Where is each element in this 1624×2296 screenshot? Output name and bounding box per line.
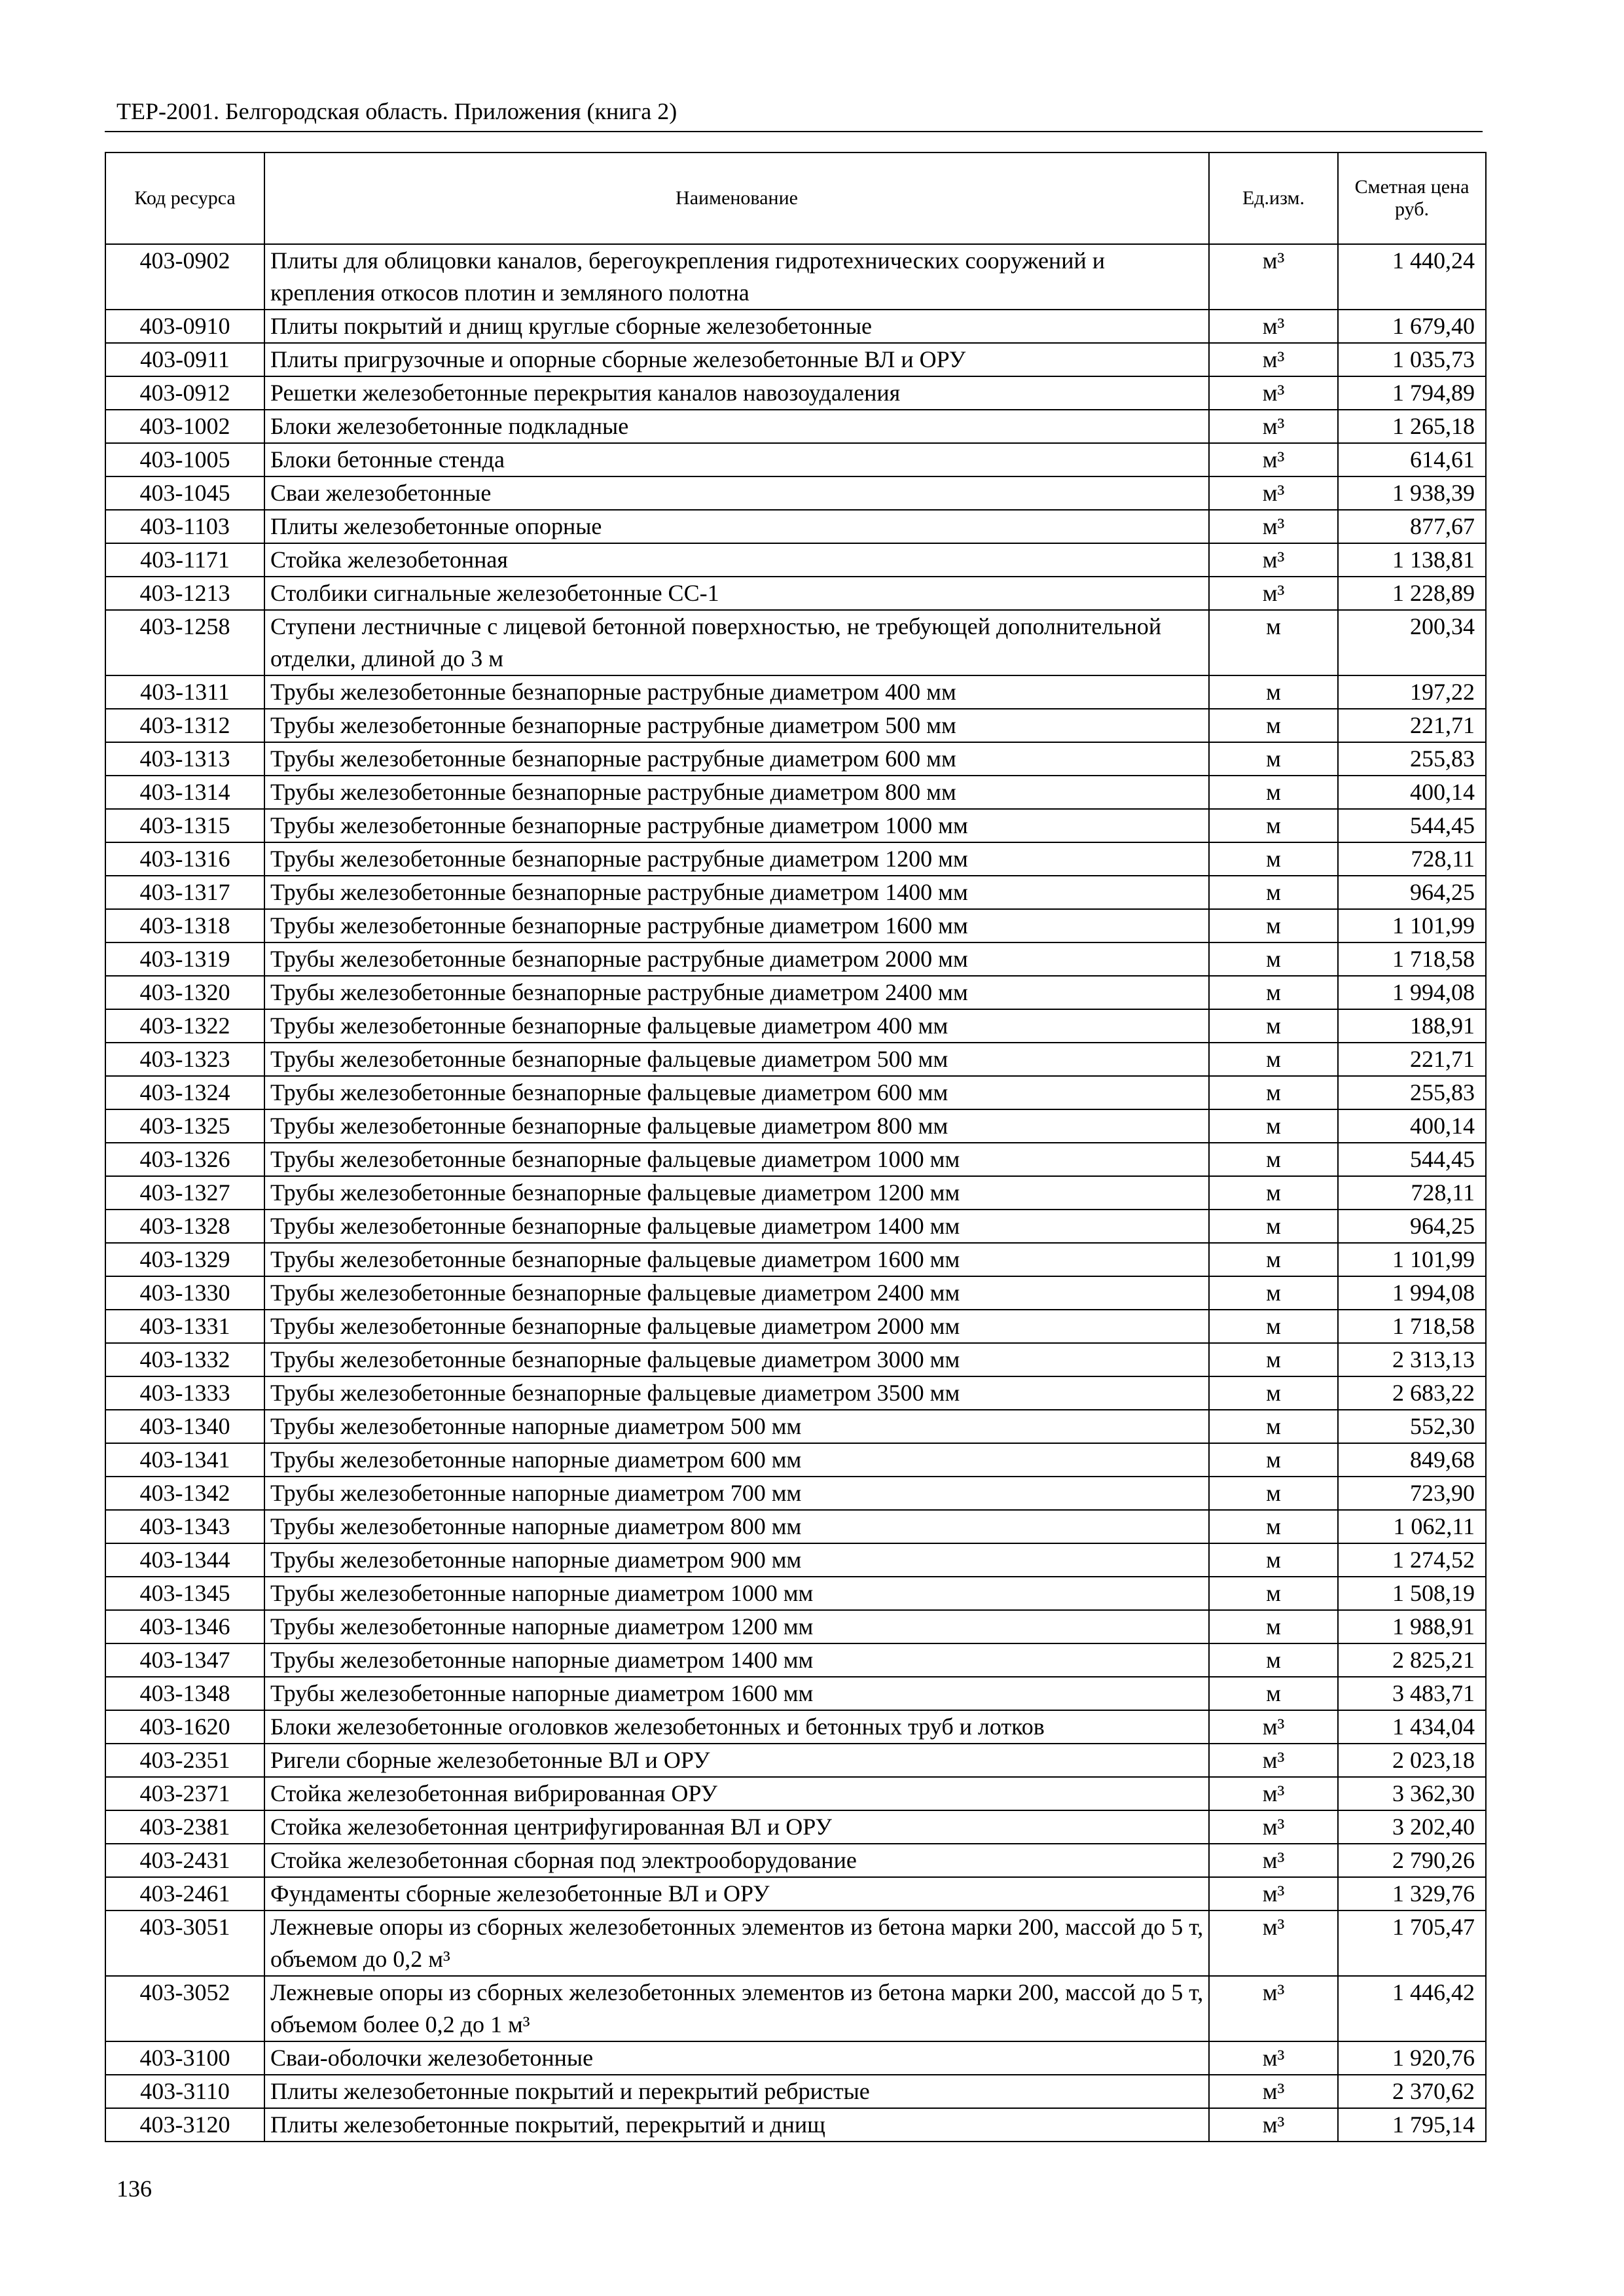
- cell-name: Ступени лестничные с лицевой бетонной поверхностью, не требующей дополнительной отделки, длиной до 3 м: [264, 610, 1209, 675]
- table-row: [105, 2041, 1486, 2075]
- header-divider: [105, 131, 1483, 132]
- cell-code: 403-1348: [105, 1677, 264, 1710]
- cell-name: Трубы железобетонные напорные диаметром 800 мм: [264, 1510, 1209, 1543]
- cell-price: 728,11: [1338, 1176, 1486, 1210]
- table-row: [105, 244, 1486, 310]
- cell-code: 403-0911: [105, 343, 264, 376]
- cell-unit: м³: [1209, 510, 1338, 543]
- cell-code: 403-1005: [105, 443, 264, 476]
- cell-unit: м: [1209, 1143, 1338, 1176]
- cell-code: 403-0910: [105, 310, 264, 343]
- cell-name: Ригели сборные железобетонные ВЛ и ОРУ: [264, 1744, 1209, 1777]
- cell-price: 221,71: [1338, 709, 1486, 742]
- table-row: [105, 1443, 1486, 1477]
- cell-unit: м: [1209, 709, 1338, 742]
- table-row: [105, 510, 1486, 543]
- cell-code: 403-2371: [105, 1777, 264, 1810]
- table-body: [105, 244, 1486, 2142]
- page-header-title: ТЕР-2001. Белгородская область. Приложения (книга 2): [117, 98, 677, 124]
- cell-name: Трубы железобетонные напорные диаметром 700 мм: [264, 1477, 1209, 1510]
- cell-name: Блоки бетонные стенда: [264, 443, 1209, 476]
- cell-code: 403-2381: [105, 1810, 264, 1844]
- cell-unit: м: [1209, 742, 1338, 776]
- cell-unit: м³: [1209, 410, 1338, 443]
- table-row: [105, 1009, 1486, 1043]
- table-row: [105, 1877, 1486, 1910]
- cell-name: Трубы железобетонные безнапорные фальцевые диаметром 800 мм: [264, 1109, 1209, 1143]
- cell-price: 1 228,89: [1338, 577, 1486, 610]
- cell-code: 403-3051: [105, 1910, 264, 1976]
- cell-code: 403-1330: [105, 1276, 264, 1310]
- table-row: [105, 1643, 1486, 1677]
- table-row: [105, 310, 1486, 343]
- table-row: [105, 876, 1486, 909]
- cell-unit: м³: [1209, 343, 1338, 376]
- table-row: [105, 543, 1486, 577]
- cell-name: Трубы железобетонные безнапорные раструбные диаметром 2400 мм: [264, 976, 1209, 1009]
- cell-price: 400,14: [1338, 776, 1486, 809]
- table-row: [105, 1109, 1486, 1143]
- cell-price: 1 440,24: [1338, 244, 1486, 310]
- cell-code: 403-1346: [105, 1610, 264, 1643]
- cell-name: Блоки железобетонные подкладные: [264, 410, 1209, 443]
- cell-price: 255,83: [1338, 1076, 1486, 1109]
- cell-code: 403-0902: [105, 244, 264, 310]
- cell-code: 403-1328: [105, 1210, 264, 1243]
- table-row: [105, 2108, 1486, 2142]
- cell-name: Трубы железобетонные безнапорные фальцевые диаметром 1400 мм: [264, 1210, 1209, 1243]
- cell-unit: м: [1209, 776, 1338, 809]
- cell-price: 1 101,99: [1338, 1243, 1486, 1276]
- table-row: [105, 376, 1486, 410]
- table-row: [105, 776, 1486, 809]
- cell-price: 1 274,52: [1338, 1543, 1486, 1577]
- cell-price: 1 920,76: [1338, 2041, 1486, 2075]
- cell-price: 1 138,81: [1338, 543, 1486, 577]
- cell-unit: м: [1209, 1477, 1338, 1510]
- cell-code: 403-1327: [105, 1176, 264, 1210]
- cell-price: 221,71: [1338, 1043, 1486, 1076]
- table-row: [105, 577, 1486, 610]
- cell-code: 403-1325: [105, 1109, 264, 1143]
- cell-name: Стойка железобетонная сборная под электрооборудование: [264, 1844, 1209, 1877]
- cell-price: 2 370,62: [1338, 2075, 1486, 2108]
- cell-name: Трубы железобетонные напорные диаметром 600 мм: [264, 1443, 1209, 1477]
- cell-unit: м³: [1209, 2108, 1338, 2142]
- cell-code: 403-1329: [105, 1243, 264, 1276]
- cell-price: 728,11: [1338, 842, 1486, 876]
- cell-name: Трубы железобетонные безнапорные фальцевые диаметром 1600 мм: [264, 1243, 1209, 1276]
- cell-name: Сваи-оболочки железобетонные: [264, 2041, 1209, 2075]
- cell-unit: м: [1209, 1310, 1338, 1343]
- cell-name: Трубы железобетонные безнапорные фальцевые диаметром 500 мм: [264, 1043, 1209, 1076]
- table-row: [105, 1343, 1486, 1376]
- cell-name: Плиты железобетонные покрытий и перекрытий ребристые: [264, 2075, 1209, 2108]
- cell-unit: м³: [1209, 1744, 1338, 1777]
- cell-price: 964,25: [1338, 876, 1486, 909]
- cell-name: Трубы железобетонные безнапорные раструбные диаметром 800 мм: [264, 776, 1209, 809]
- cell-price: 1 938,39: [1338, 476, 1486, 510]
- table-row: [105, 1176, 1486, 1210]
- cell-price: 188,91: [1338, 1009, 1486, 1043]
- cell-price: 400,14: [1338, 1109, 1486, 1143]
- cell-price: 614,61: [1338, 443, 1486, 476]
- table-row: [105, 1410, 1486, 1443]
- table-row: [105, 1777, 1486, 1810]
- cell-unit: м³: [1209, 244, 1338, 310]
- cell-unit: м³: [1209, 2075, 1338, 2108]
- cell-unit: м: [1209, 1343, 1338, 1376]
- cell-price: 2 313,13: [1338, 1343, 1486, 1376]
- cell-price: 1 434,04: [1338, 1710, 1486, 1744]
- cell-name: Плиты пригрузочные и опорные сборные железобетонные ВЛ и ОРУ: [264, 343, 1209, 376]
- cell-name: Трубы железобетонные безнапорные фальцевые диаметром 1000 мм: [264, 1143, 1209, 1176]
- cell-price: 849,68: [1338, 1443, 1486, 1477]
- table-row: [105, 1610, 1486, 1643]
- cell-unit: м: [1209, 675, 1338, 709]
- cell-price: 3 483,71: [1338, 1677, 1486, 1710]
- cell-name: Трубы железобетонные безнапорные фальцевые диаметром 3500 мм: [264, 1376, 1209, 1410]
- cell-unit: м: [1209, 1176, 1338, 1210]
- table-row: [105, 1710, 1486, 1744]
- cell-name: Трубы железобетонные безнапорные фальцевые диаметром 1200 мм: [264, 1176, 1209, 1210]
- cell-price: 1 795,14: [1338, 2108, 1486, 2142]
- cell-price: 877,67: [1338, 510, 1486, 543]
- cell-code: 403-1342: [105, 1477, 264, 1510]
- table-row: [105, 742, 1486, 776]
- cell-name: Стойка железобетонная вибрированная ОРУ: [264, 1777, 1209, 1810]
- cell-unit: м: [1209, 1276, 1338, 1310]
- table-row: [105, 1510, 1486, 1543]
- cell-unit: м³: [1209, 543, 1338, 577]
- cell-name: Трубы железобетонные безнапорные фальцевые диаметром 3000 мм: [264, 1343, 1209, 1376]
- table-header-row: [105, 152, 1486, 244]
- table-row: [105, 1810, 1486, 1844]
- cell-name: Трубы железобетонные безнапорные раструбные диаметром 400 мм: [264, 675, 1209, 709]
- cell-price: 1 679,40: [1338, 310, 1486, 343]
- cell-code: 403-1313: [105, 742, 264, 776]
- cell-price: 2 790,26: [1338, 1844, 1486, 1877]
- cell-name: Трубы железобетонные напорные диаметром 500 мм: [264, 1410, 1209, 1443]
- cell-price: 1 994,08: [1338, 1276, 1486, 1310]
- cell-name: Трубы железобетонные напорные диаметром 1400 мм: [264, 1643, 1209, 1677]
- cell-name: Трубы железобетонные безнапорные раструбные диаметром 1200 мм: [264, 842, 1209, 876]
- cell-name: Трубы железобетонные безнапорные фальцевые диаметром 600 мм: [264, 1076, 1209, 1109]
- cell-name: Трубы железобетонные напорные диаметром 1200 мм: [264, 1610, 1209, 1643]
- cell-code: 403-1331: [105, 1310, 264, 1343]
- cell-unit: м: [1209, 610, 1338, 675]
- cell-unit: м: [1209, 976, 1338, 1009]
- cell-code: 403-1344: [105, 1543, 264, 1577]
- cell-code: 403-1258: [105, 610, 264, 675]
- table-row: [105, 709, 1486, 742]
- cell-name: Блоки железобетонные оголовков железобетонных и бетонных труб и лотков: [264, 1710, 1209, 1744]
- cell-unit: м³: [1209, 1810, 1338, 1844]
- cell-unit: м: [1209, 876, 1338, 909]
- cell-name: Трубы железобетонные напорные диаметром 1000 мм: [264, 1577, 1209, 1610]
- cell-name: Сваи железобетонные: [264, 476, 1209, 510]
- cell-unit: м: [1209, 942, 1338, 976]
- table-row: [105, 1577, 1486, 1610]
- cell-price: 200,34: [1338, 610, 1486, 675]
- cell-price: 3 362,30: [1338, 1777, 1486, 1810]
- cell-price: 1 329,76: [1338, 1877, 1486, 1910]
- cell-name: Плиты железобетонные опорные: [264, 510, 1209, 543]
- cell-unit: м: [1209, 1543, 1338, 1577]
- cell-code: 403-1103: [105, 510, 264, 543]
- cell-name: Фундаменты сборные железобетонные ВЛ и ОРУ: [264, 1877, 1209, 1910]
- cell-code: 403-3052: [105, 1976, 264, 2041]
- cell-code: 403-1311: [105, 675, 264, 709]
- table-row: [105, 1276, 1486, 1310]
- cell-name: Трубы железобетонные безнапорные раструбные диаметром 1400 мм: [264, 876, 1209, 909]
- cell-name: Трубы железобетонные безнапорные раструбные диаметром 1000 мм: [264, 809, 1209, 842]
- cell-price: 1 988,91: [1338, 1610, 1486, 1643]
- cell-code: 403-1323: [105, 1043, 264, 1076]
- cell-unit: м³: [1209, 1877, 1338, 1910]
- cell-code: 403-1002: [105, 410, 264, 443]
- cell-name: Стойка железобетонная: [264, 543, 1209, 577]
- cell-price: 1 718,58: [1338, 1310, 1486, 1343]
- table-row: [105, 1310, 1486, 1343]
- cell-unit: м: [1209, 1443, 1338, 1477]
- cell-price: 1 994,08: [1338, 976, 1486, 1009]
- cell-unit: м: [1209, 1677, 1338, 1710]
- cell-price: 1 101,99: [1338, 909, 1486, 942]
- cell-unit: м³: [1209, 1710, 1338, 1744]
- cell-code: 403-1171: [105, 543, 264, 577]
- cell-price: 1 508,19: [1338, 1577, 1486, 1610]
- cell-price: 1 718,58: [1338, 942, 1486, 976]
- cell-name: Плиты для облицовки каналов, берегоукрепления гидротехнических сооружений и крепления откосов плотин и земляного полотна: [264, 244, 1209, 310]
- table-row: [105, 842, 1486, 876]
- table-row: [105, 410, 1486, 443]
- cell-code: 403-1343: [105, 1510, 264, 1543]
- cell-name: Трубы железобетонные безнапорные фальцевые диаметром 2400 мм: [264, 1276, 1209, 1310]
- table-row: [105, 942, 1486, 976]
- cell-price: 3 202,40: [1338, 1810, 1486, 1844]
- cell-code: 403-1347: [105, 1643, 264, 1677]
- cell-price: 1 794,89: [1338, 376, 1486, 410]
- table-row: [105, 976, 1486, 1009]
- cell-price: 552,30: [1338, 1410, 1486, 1443]
- cell-name: Трубы железобетонные безнапорные фальцевые диаметром 400 мм: [264, 1009, 1209, 1043]
- cell-unit: м³: [1209, 443, 1338, 476]
- cell-unit: м³: [1209, 476, 1338, 510]
- table-row: [105, 1543, 1486, 1577]
- cell-unit: м: [1209, 1610, 1338, 1643]
- cell-name: Стойка железобетонная центрифугированная ВЛ и ОРУ: [264, 1810, 1209, 1844]
- column-header-price: Сметная цена руб.: [1338, 152, 1486, 244]
- cell-price: 964,25: [1338, 1210, 1486, 1243]
- table-row: [105, 1243, 1486, 1276]
- cell-unit: м: [1209, 842, 1338, 876]
- cell-name: Трубы железобетонные напорные диаметром 1600 мм: [264, 1677, 1209, 1710]
- cell-code: 403-1340: [105, 1410, 264, 1443]
- cell-price: 2 683,22: [1338, 1376, 1486, 1410]
- table-row: [105, 1076, 1486, 1109]
- cell-unit: м: [1209, 1043, 1338, 1076]
- cell-unit: м: [1209, 1009, 1338, 1043]
- cell-unit: м: [1209, 1376, 1338, 1410]
- cell-code: 403-3110: [105, 2075, 264, 2108]
- column-header-unit: Ед.изм.: [1209, 152, 1338, 244]
- cell-price: 1 035,73: [1338, 343, 1486, 376]
- column-header-code: Код ресурса: [105, 152, 264, 244]
- table-row: [105, 343, 1486, 376]
- cell-code: 403-1319: [105, 942, 264, 976]
- cell-price: 723,90: [1338, 1477, 1486, 1510]
- table-row: [105, 2075, 1486, 2108]
- cell-unit: м³: [1209, 1910, 1338, 1976]
- cell-price: 1 446,42: [1338, 1976, 1486, 2041]
- cell-unit: м³: [1209, 1777, 1338, 1810]
- table-row: [105, 476, 1486, 510]
- cell-unit: м: [1209, 1577, 1338, 1610]
- table-row: [105, 1844, 1486, 1877]
- cell-price: 255,83: [1338, 742, 1486, 776]
- cell-unit: м: [1209, 809, 1338, 842]
- cell-code: 403-1322: [105, 1009, 264, 1043]
- table-row: [105, 675, 1486, 709]
- table-row: [105, 1744, 1486, 1777]
- table-row: [105, 1677, 1486, 1710]
- cell-code: 403-1312: [105, 709, 264, 742]
- cell-name: Столбики сигнальные железобетонные СС-1: [264, 577, 1209, 610]
- table-row: [105, 909, 1486, 942]
- table-row: [105, 1043, 1486, 1076]
- cell-code: 403-3120: [105, 2108, 264, 2142]
- cell-name: Трубы железобетонные безнапорные раструбные диаметром 500 мм: [264, 709, 1209, 742]
- cell-code: 403-1341: [105, 1443, 264, 1477]
- cell-unit: м: [1209, 1410, 1338, 1443]
- cell-price: 1 705,47: [1338, 1910, 1486, 1976]
- cell-name: Плиты железобетонные покрытий, перекрытий и днищ: [264, 2108, 1209, 2142]
- cell-name: Трубы железобетонные безнапорные раструбные диаметром 2000 мм: [264, 942, 1209, 976]
- page-number: 136: [117, 2176, 152, 2202]
- cell-unit: м: [1209, 909, 1338, 942]
- cell-code: 403-2351: [105, 1744, 264, 1777]
- cell-name: Трубы железобетонные безнапорные фальцевые диаметром 2000 мм: [264, 1310, 1209, 1343]
- cell-unit: м³: [1209, 577, 1338, 610]
- cell-code: 403-1316: [105, 842, 264, 876]
- cell-price: 544,45: [1338, 809, 1486, 842]
- cell-code: 403-1324: [105, 1076, 264, 1109]
- cell-price: 197,22: [1338, 675, 1486, 709]
- cell-code: 403-1045: [105, 476, 264, 510]
- cell-code: 403-1326: [105, 1143, 264, 1176]
- table-row: [105, 610, 1486, 675]
- cell-unit: м³: [1209, 1976, 1338, 2041]
- cell-code: 403-3100: [105, 2041, 264, 2075]
- cell-code: 403-1315: [105, 809, 264, 842]
- table-row: [105, 1210, 1486, 1243]
- cell-price: 1 062,11: [1338, 1510, 1486, 1543]
- cell-unit: м: [1209, 1210, 1338, 1243]
- table-row: [105, 809, 1486, 842]
- cell-name: Трубы железобетонные безнапорные раструбные диаметром 1600 мм: [264, 909, 1209, 942]
- cell-unit: м³: [1209, 310, 1338, 343]
- table-row: [105, 1910, 1486, 1976]
- cell-name: Лежневые опоры из сборных железобетонных элементов из бетона марки 200, массой до 5 т, объемом более 0,2 до 1 м³: [264, 1976, 1209, 2041]
- cell-unit: м³: [1209, 376, 1338, 410]
- cell-price: 544,45: [1338, 1143, 1486, 1176]
- cell-name: Трубы железобетонные безнапорные раструбные диаметром 600 мм: [264, 742, 1209, 776]
- cell-code: 403-2431: [105, 1844, 264, 1877]
- cell-code: 403-1213: [105, 577, 264, 610]
- cell-code: 403-0912: [105, 376, 264, 410]
- table-row: [105, 443, 1486, 476]
- cell-name: Трубы железобетонные напорные диаметром 900 мм: [264, 1543, 1209, 1577]
- cell-unit: м: [1209, 1076, 1338, 1109]
- cell-code: 403-1314: [105, 776, 264, 809]
- table-row: [105, 1376, 1486, 1410]
- cell-code: 403-1333: [105, 1376, 264, 1410]
- cell-unit: м: [1209, 1643, 1338, 1677]
- cell-unit: м: [1209, 1243, 1338, 1276]
- cell-code: 403-2461: [105, 1877, 264, 1910]
- cell-price: 2 825,21: [1338, 1643, 1486, 1677]
- cell-code: 403-1620: [105, 1710, 264, 1744]
- table-row: [105, 1143, 1486, 1176]
- table-row: [105, 1976, 1486, 2041]
- column-header-name: Наименование: [264, 152, 1209, 244]
- cell-code: 403-1318: [105, 909, 264, 942]
- cell-name: Плиты покрытий и днищ круглые сборные железобетонные: [264, 310, 1209, 343]
- table-row: [105, 1477, 1486, 1510]
- cell-code: 403-1345: [105, 1577, 264, 1610]
- cell-price: 2 023,18: [1338, 1744, 1486, 1777]
- cell-unit: м: [1209, 1109, 1338, 1143]
- cell-unit: м: [1209, 1510, 1338, 1543]
- cell-unit: м³: [1209, 1844, 1338, 1877]
- cell-code: 403-1320: [105, 976, 264, 1009]
- cell-code: 403-1317: [105, 876, 264, 909]
- cell-name: Лежневые опоры из сборных железобетонных элементов из бетона марки 200, массой до 5 т, объемом до 0,2 м³: [264, 1910, 1209, 1976]
- cell-unit: м³: [1209, 2041, 1338, 2075]
- cell-code: 403-1332: [105, 1343, 264, 1376]
- price-table: [105, 152, 1487, 2142]
- cell-name: Решетки железобетонные перекрытия каналов навозоудаления: [264, 376, 1209, 410]
- cell-price: 1 265,18: [1338, 410, 1486, 443]
